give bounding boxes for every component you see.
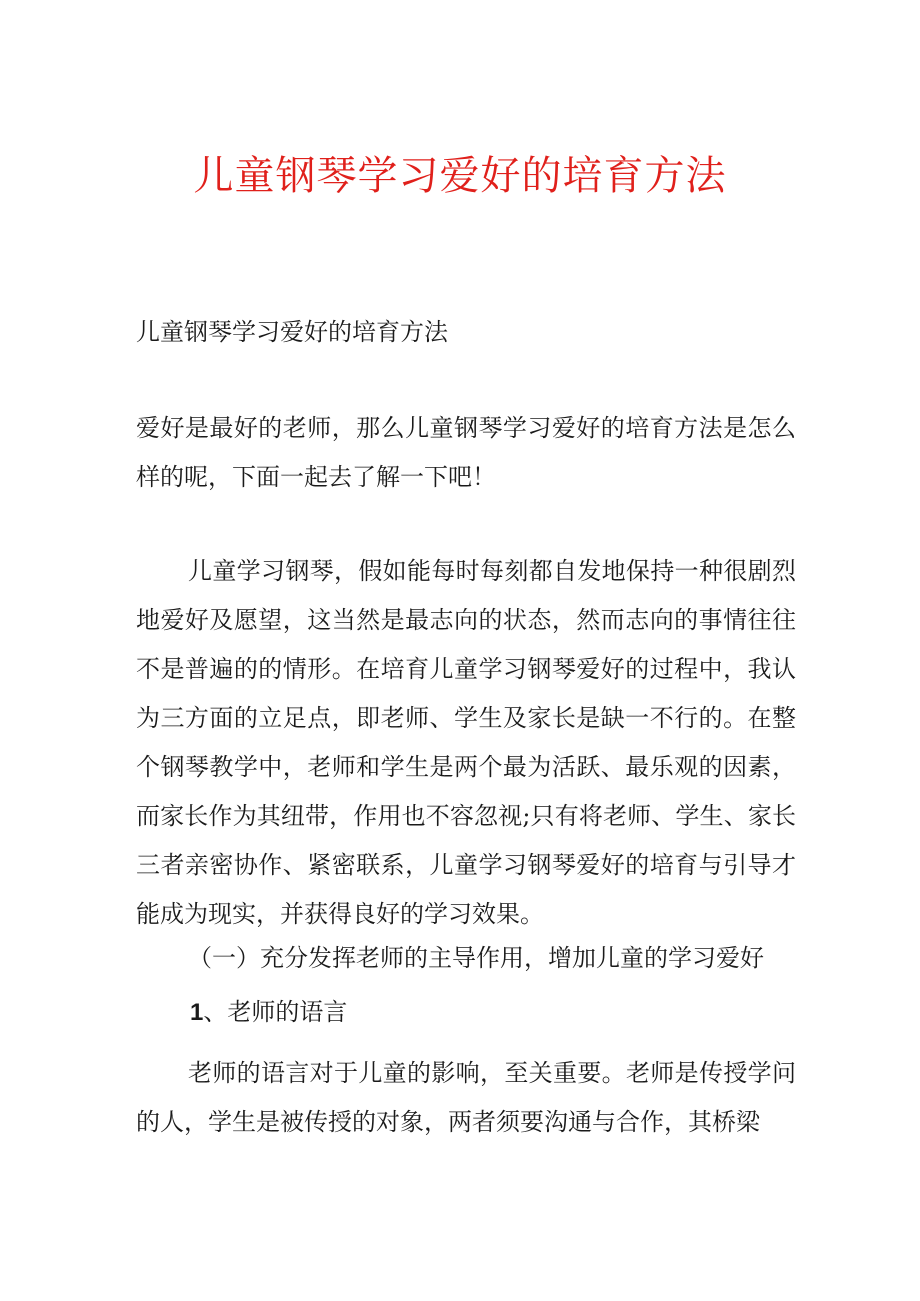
- item-title: 、老师的语言: [203, 998, 348, 1026]
- body-paragraph-2: 老师的语言对于儿童的影响，至关重要。老师是传授学问的人，学生是被传授的对象，两者须要沟通与合作，其桥梁: [136, 1059, 796, 1136]
- document-subtitle: 儿童钢琴学习爱好的培育方法: [136, 318, 448, 346]
- intro-paragraph: 爱好是最好的老师，那么儿童钢琴学习爱好的培育方法是怎么样的呢，下面一起去了解一下吧！: [136, 414, 796, 491]
- document-title: 儿童钢琴学习爱好的培育方法: [193, 153, 727, 199]
- item-heading-1: [190, 988, 347, 1037]
- body-paragraph-1: 儿童学习钢琴，假如能每时每刻都自发地保持一种很剧烈地爱好及愿望，这当然是最志向的状态，然而志向的事情往往不是普遍的的情形。在培育儿童学习钢琴爱好的过程中，我认为三方面的立足点，即老师、学生及家长是缺一不行的。在整个钢琴教学中，老师和学生是两个最为活跃、最乐观的因素，而家长作为其纽带，作用也不容忽视;只有将老师、学生、家长三者亲密协作、紧密联系，儿童学习钢琴爱好的培育与引导才能成为现实，并获得良好的学习效果。: [136, 557, 796, 928]
- item-number: 1: [190, 999, 204, 1026]
- section-heading-1: （一）充分发挥老师的主导作用，增加儿童的学习爱好: [188, 944, 764, 972]
